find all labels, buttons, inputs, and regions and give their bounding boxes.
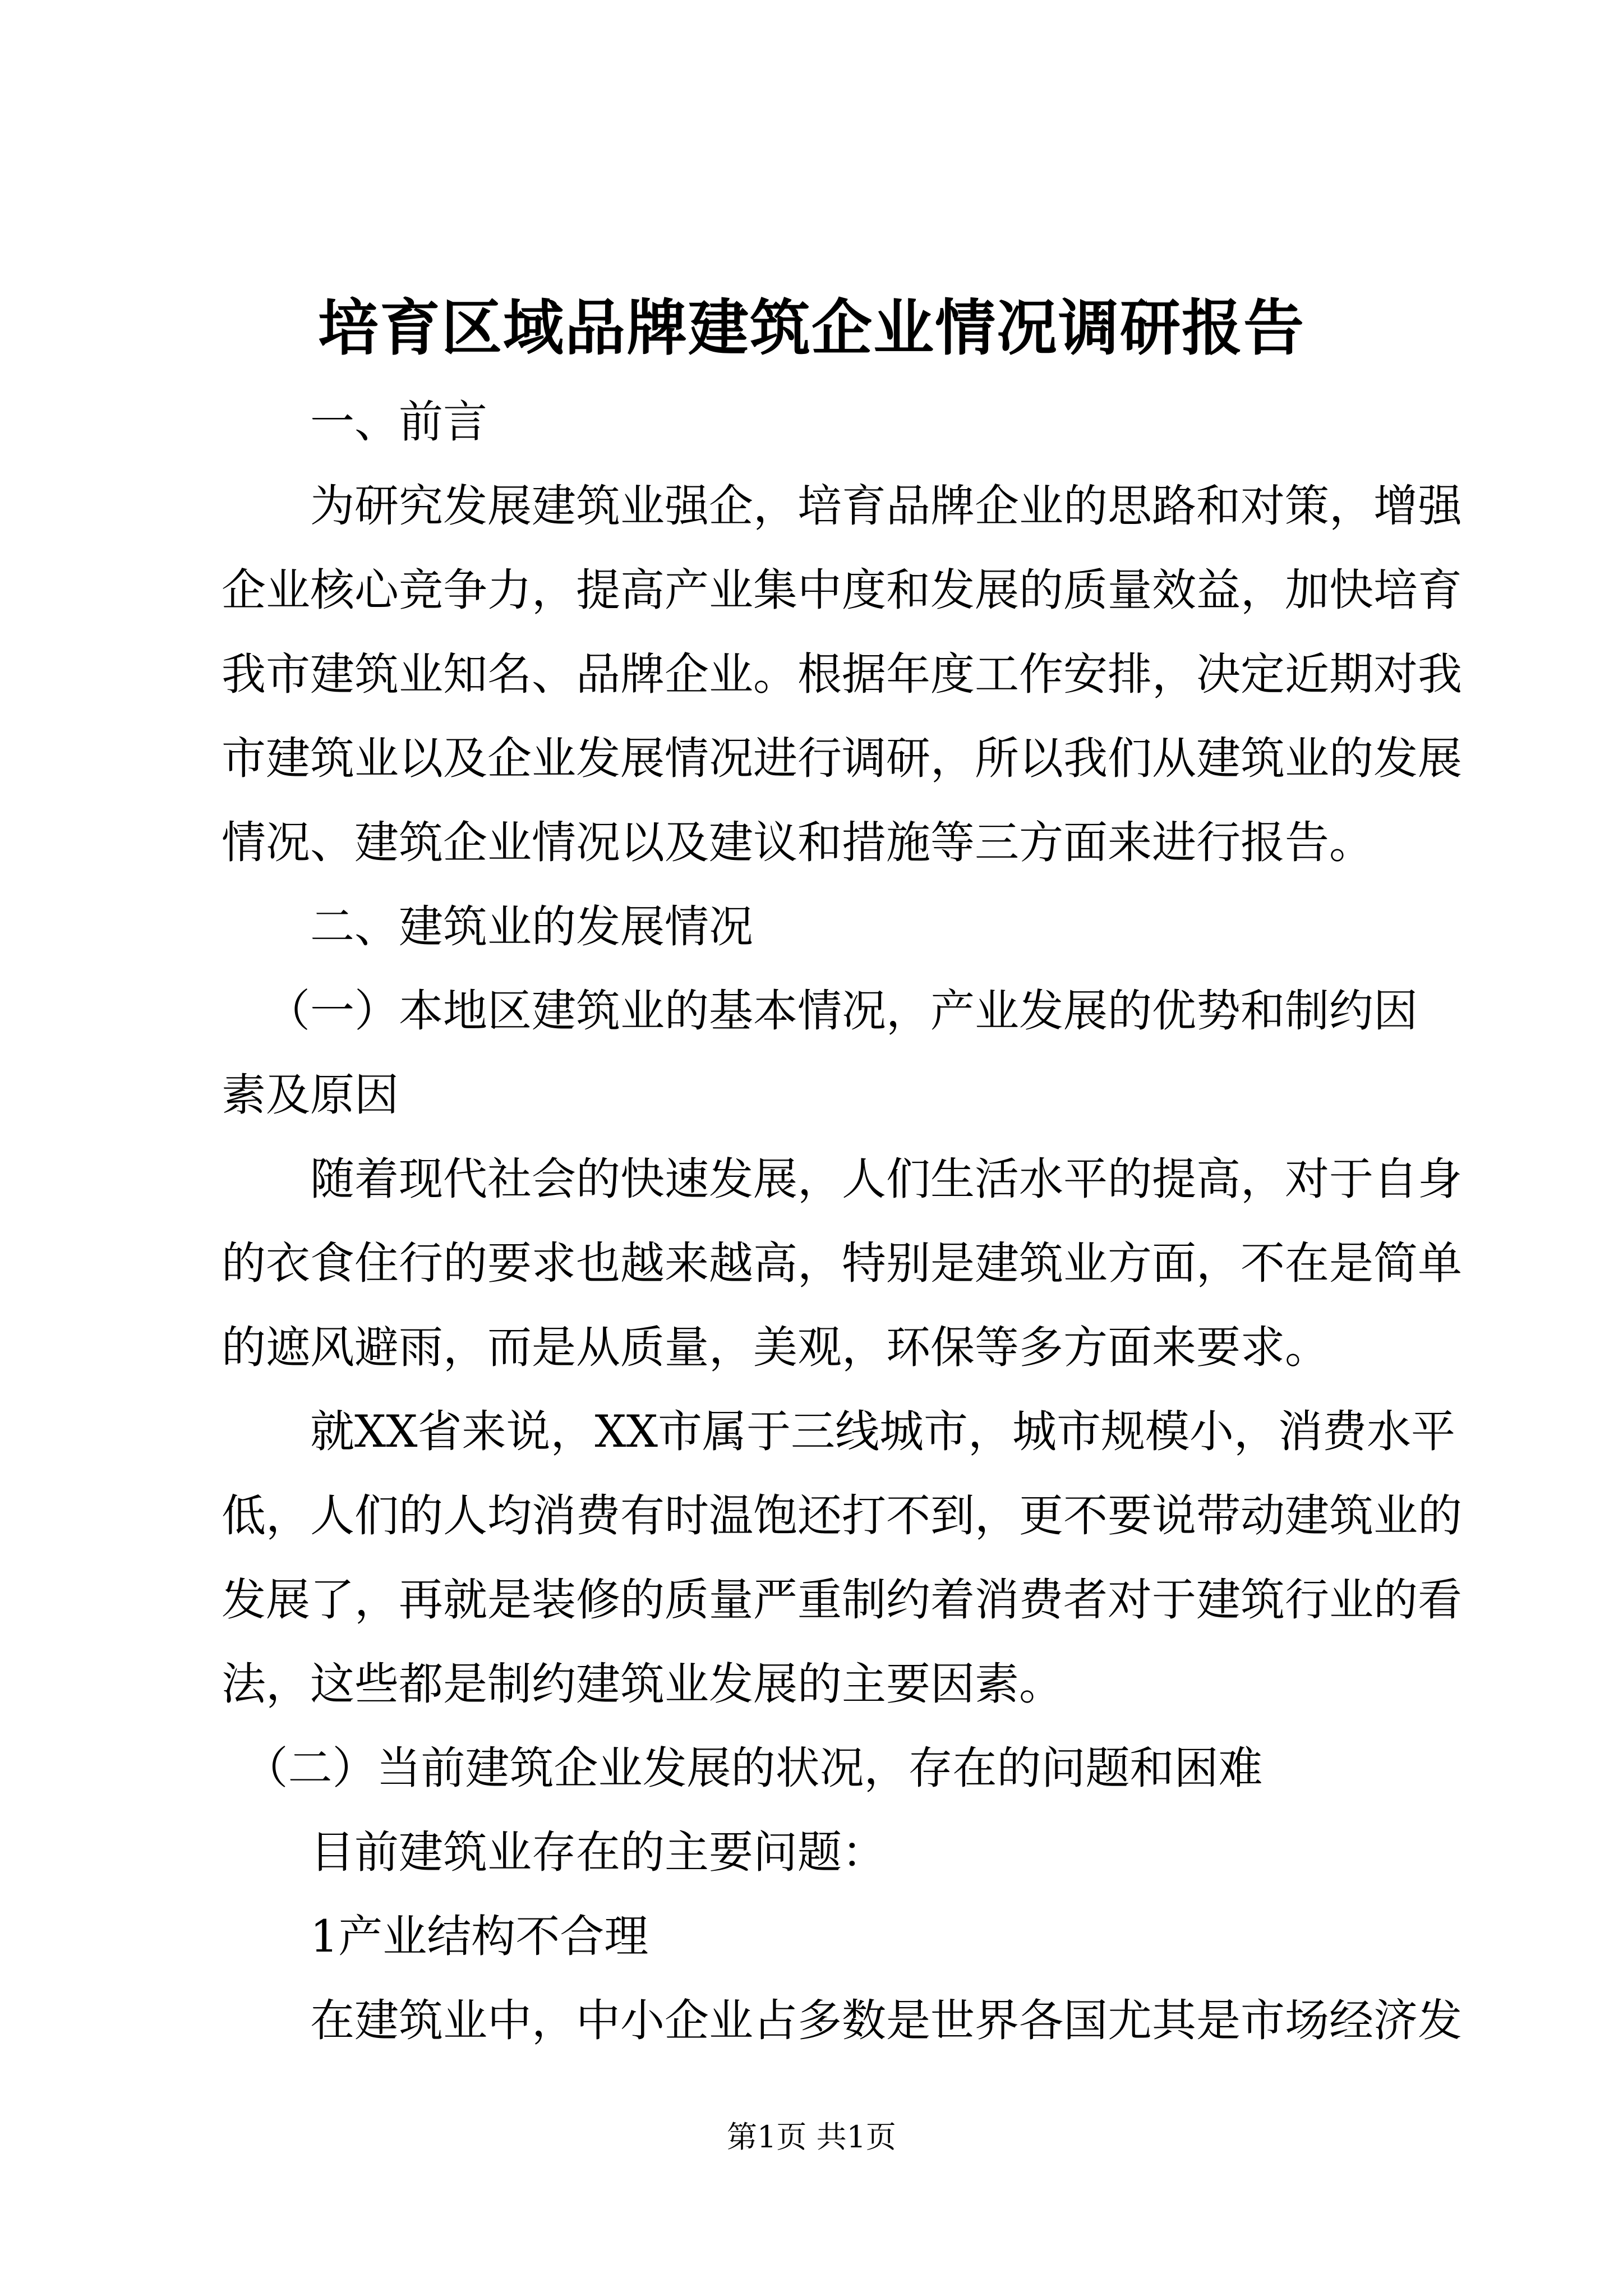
paragraph-line: 法，这些都是制约建筑业发展的主要因素。 <box>222 1658 1063 1710</box>
paragraph-line: 就 X X 省 来 说 ， X X 市 属 于 三 线 城 市 ， 城 市 规 模 小 ， 消 费 水 平 <box>310 1406 1455 1457</box>
subsection-heading-continued: 素及原因 <box>222 1069 399 1121</box>
paragraph-line: 低 ， 人 们 的 人 均 消 费 有 时 温 饱 还 打 不 到 ， 更 不 要 说 带 动 建 筑 业 的 <box>222 1490 1462 1542</box>
paragraph-line: 随 着 现 代 社 会 的 快 速 发 展 ， 人 们 生 活 水 平 的 提 高 ， 对 于 自 身 <box>310 1153 1462 1205</box>
paragraph-line: 我 市 建 筑 业 知 名 、 品 牌 企 业 。 根 据 年 度 工 作 安 排 ， 决 定 近 期 对 我 <box>222 648 1462 700</box>
section-heading-development: 二、建筑业的发展情况 <box>222 901 753 953</box>
paragraph-line: 为 研 究 发 展 建 筑 业 强 企 ， 培 育 品 牌 企 业 的 思 路 和 对 策 ， 增 强 <box>310 480 1462 532</box>
paragraph-line: 在 建 筑 业 中 ， 中 小 企 业 占 多 数 是 世 界 各 国 尤 其 是 市 场 经 济 发 <box>310 1995 1462 2046</box>
numbered-heading: 1产业结构不合理 <box>222 1911 649 1962</box>
paragraph-line: 企 业 核 心 竞 争 力 ， 提 高 产 业 集 中 度 和 发 展 的 质 量 效 益 ， 加 快 培 育 <box>222 564 1462 616</box>
paragraph-line: 情况、建筑企业情况以及建议和措施等三方面来进行报告。 <box>222 817 1373 868</box>
document-title: 培育区域品牌建筑企业情况调研报告 <box>317 293 1305 364</box>
paragraph-line: 市 建 筑 业 以 及 企 业 发 展 情 况 进 行 调 研 ， 所 以 我 们 从 建 筑 业 的 发 展 <box>222 733 1462 784</box>
page-footer: 第1页 共1页 <box>727 2119 896 2155</box>
paragraph-line: 发 展 了 ， 再 就 是 装 修 的 质 量 严 重 制 约 着 消 费 者 对 于 建 筑 行 业 的 看 <box>222 1574 1462 1626</box>
section-heading-preface: 一、前言 <box>222 396 487 448</box>
paragraph-line: 的遮风避雨，而是从质量，美观，环保等多方面来要求。 <box>222 1322 1329 1373</box>
paragraph-line: 的 衣 食 住 行 的 要 求 也 越 来 越 高 ， 特 别 是 建 筑 业 方 面 ， 不 在 是 简 单 <box>222 1237 1462 1289</box>
subsection-heading: （ 一 ） 本 地 区 建 筑 业 的 基 本 情 况 ， 产 业 发 展 的 优 势 和 制 约 因 <box>266 985 1418 1037</box>
paragraph-line: 目前建筑业存在的主要问题： <box>222 1826 886 1878</box>
subsection-heading: （二）当前建筑企业发展的状况，存在的问题和困难 <box>222 1742 1263 1794</box>
